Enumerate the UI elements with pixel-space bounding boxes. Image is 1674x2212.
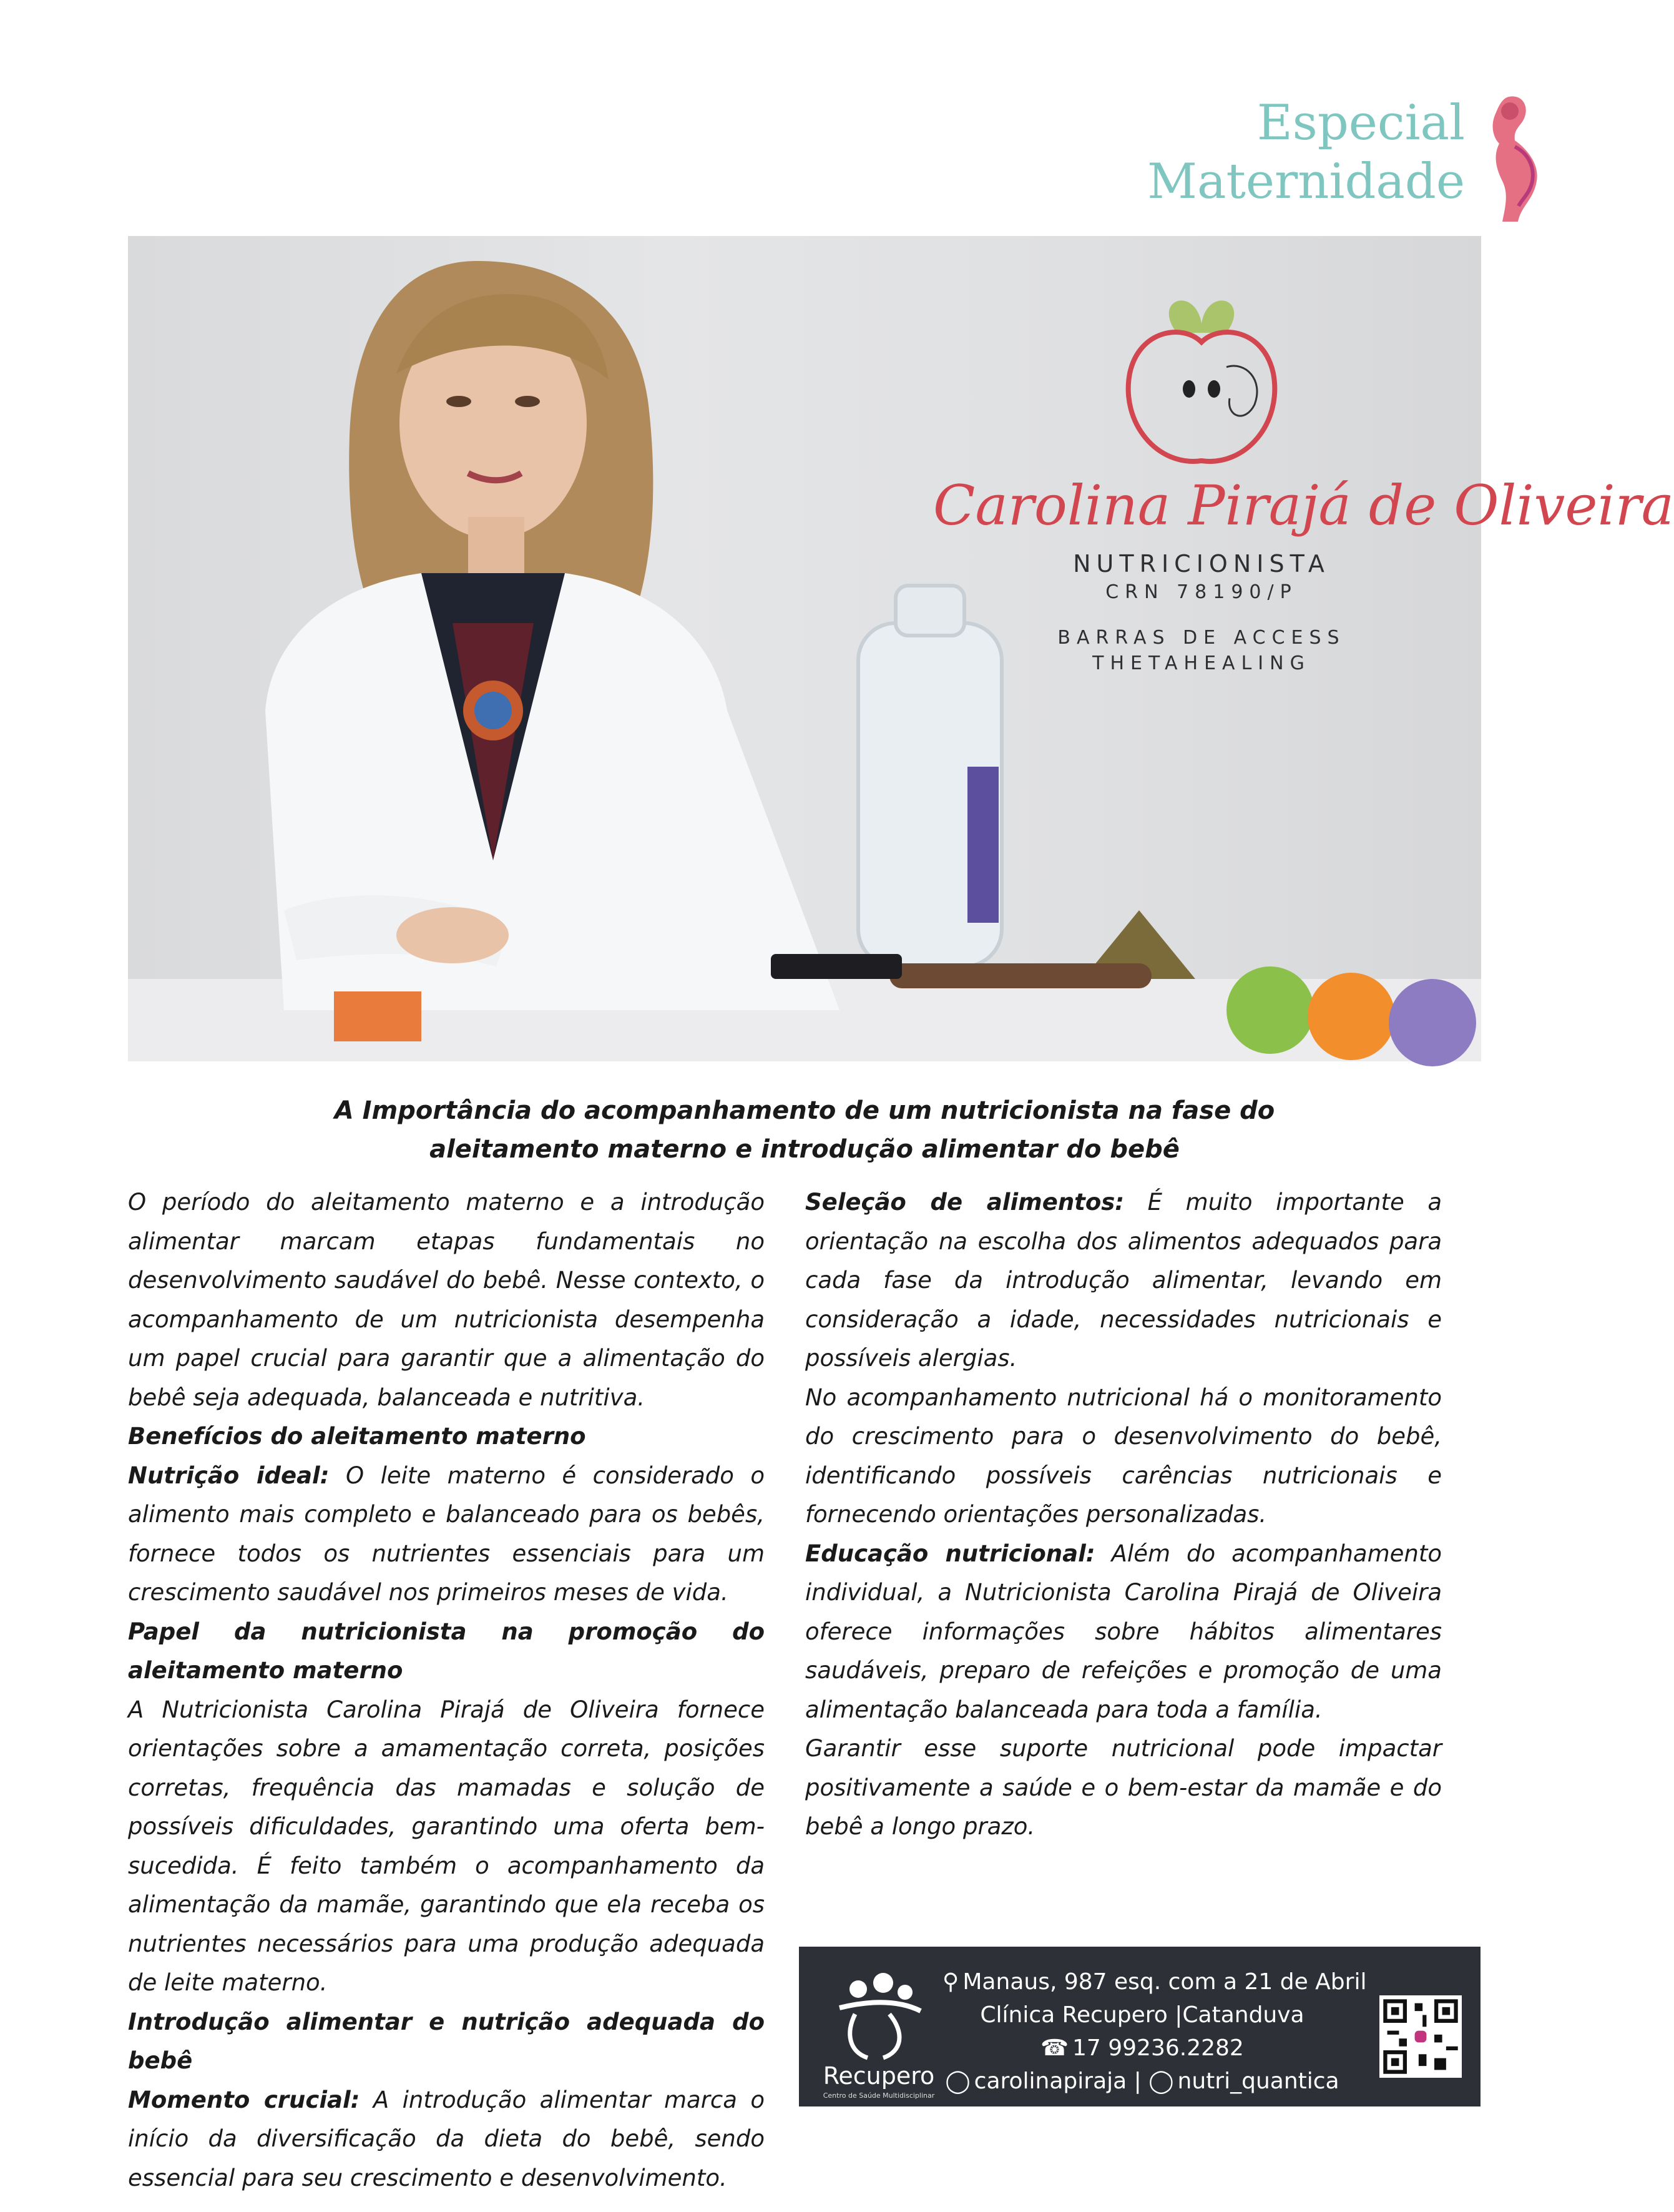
contact-phone-row bbox=[942, 2032, 1342, 2065]
paragraph-intro: O período do aleitamento materno e a introdução alimentar marcam etapas fundamentais no desenvolvimento saudável do bebê. Nesse contexto, o acompanhamento de um nutricionista desempenha um papel crucial para garantir que a alimentação do bebê seja adequada, balanceada e nutritiva. bbox=[128, 1189, 765, 1411]
paragraph-nutricao bbox=[128, 1457, 765, 1613]
special-section-tag bbox=[1147, 87, 1552, 231]
section-tag-line1: Especial bbox=[1256, 95, 1465, 151]
extra-thetahealing: THETAHEALING bbox=[1092, 652, 1311, 674]
qr-code[interactable] bbox=[1379, 1995, 1462, 2078]
text-educacao: Além do acompanhamento individual, a Nutricionista Carolina Pirajá de Oliveira oferece informações sobre hábitos alimentares saudáveis, preparo de refeições e promoção de uma alimentação balanceada para toda a família. bbox=[805, 1540, 1442, 1723]
instagram-handle-2[interactable]: nutri_quantica bbox=[1177, 2068, 1339, 2094]
contact-phone[interactable]: 17 99236.2282 bbox=[1072, 2035, 1244, 2061]
label-nutricao: Nutrição ideal: bbox=[128, 1462, 330, 1489]
pregnant-woman-icon bbox=[1465, 87, 1552, 225]
nutritionist-crn: CRN 78190/P bbox=[1105, 581, 1298, 603]
paragraph-educacao bbox=[805, 1535, 1442, 1730]
whatsapp-icon: ☎ bbox=[1040, 2035, 1069, 2061]
extra-access: BARRAS DE ACCESS bbox=[1057, 627, 1346, 649]
paragraph-papel: A Nutricionista Carolina Pirajá de Oliveira fornece orientações sobre a amamentação correta, posições corretas, frequência das mamadas e solução de possíveis dificuldades, garantindo uma oferta bem-sucedida. É feito também o acompanhamento da alimentação da mamãe, garantindo que ela receba os nutrientes necessários para uma produção adequada de leite materno. bbox=[128, 1696, 765, 1996]
instagram-icon: ◯ bbox=[945, 2068, 971, 2094]
recupero-logo-name: Recupero bbox=[823, 2062, 935, 2090]
contact-info bbox=[942, 1965, 1367, 2098]
text-selecao: É muito importante a orientação na escolha dos alimentos adequados para cada fase da introdução alimentar, levando em consideração a idade, necessidades nutricionais e possíveis alergias. bbox=[805, 1189, 1442, 1372]
location-pin-icon: ⚲ bbox=[942, 1969, 959, 1995]
heading-papel: Papel da nutricionista na promoção do aleitamento materno bbox=[128, 1618, 765, 1684]
heading-beneficios: Benefícios do aleitamento materno bbox=[128, 1423, 586, 1450]
contact-address-row bbox=[942, 1965, 1367, 1998]
instagram-handle-1[interactable]: carolinapiraja bbox=[974, 2068, 1127, 2094]
article-title bbox=[128, 1091, 1481, 1169]
paragraph-selecao bbox=[805, 1183, 1442, 1379]
label-selecao: Seleção de alimentos: bbox=[805, 1189, 1125, 1216]
apple-logo-icon bbox=[1102, 273, 1301, 479]
paragraph-garantir: Garantir esse suporte nutricional pode impactar positivamente a saúde e o bem-estar da mamãe e do bebê a longo prazo. bbox=[805, 1735, 1442, 1840]
nutritionist-name: Carolina Pirajá de Oliveira bbox=[933, 473, 1674, 538]
recupero-logo-subtitle: Centro de Saúde Multidisciplinar bbox=[823, 2092, 935, 2100]
article-column-right bbox=[805, 1183, 1442, 1847]
article-title-line2: aleitamento materno e introdução alimentar do bebê bbox=[429, 1135, 1180, 1164]
article-title-line1: A Importância do acompanhamento de um nutricionista na fase do bbox=[334, 1096, 1275, 1125]
contact-address: Manaus, 987 esq. com a 21 de Abril bbox=[962, 1969, 1367, 1995]
text-nutricao: O leite materno é considerado o alimento mais completo e balanceado para os bebês, fornece todos os nutrientes essenciais para um crescimento saudável nos primeiros meses de vida. bbox=[128, 1462, 765, 1606]
contact-card bbox=[799, 1947, 1481, 2106]
instagram-separator: | bbox=[1133, 2068, 1142, 2094]
nutritionist-brand-block bbox=[933, 273, 1674, 676]
nutritionist-role: NUTRICIONISTA bbox=[1073, 550, 1330, 578]
nutritionist-photo-banner bbox=[128, 236, 1674, 1061]
contact-clinic: Clínica Recupero |Catanduva bbox=[980, 2002, 1304, 2028]
contact-instagram-row bbox=[942, 2065, 1342, 2098]
label-educacao: Educação nutricional: bbox=[805, 1540, 1095, 1567]
instagram-icon: ◯ bbox=[1148, 2068, 1174, 2094]
nutritionist-extras bbox=[933, 626, 1470, 676]
label-momento: Momento crucial: bbox=[128, 2086, 360, 2113]
paragraph-monitoramento: No acompanhamento nutricional há o monitoramento do crescimento para o desenvolvimento do bebê, identificando possíveis carências nutricionais e fornecendo orientações personalizadas. bbox=[805, 1384, 1442, 1528]
heading-introducao: Introdução alimentar e nutrição adequada do bebê bbox=[128, 2008, 765, 2074]
text-momento: A introdução alimentar marca o início da diversificação da dieta do bebê, sendo essencial para seu crescimento e desenvolvimento. bbox=[128, 2086, 765, 2191]
section-tag-line2: Maternidade bbox=[1147, 154, 1465, 210]
article-column-left bbox=[128, 1183, 765, 2198]
paragraph-momento bbox=[128, 2081, 765, 2198]
